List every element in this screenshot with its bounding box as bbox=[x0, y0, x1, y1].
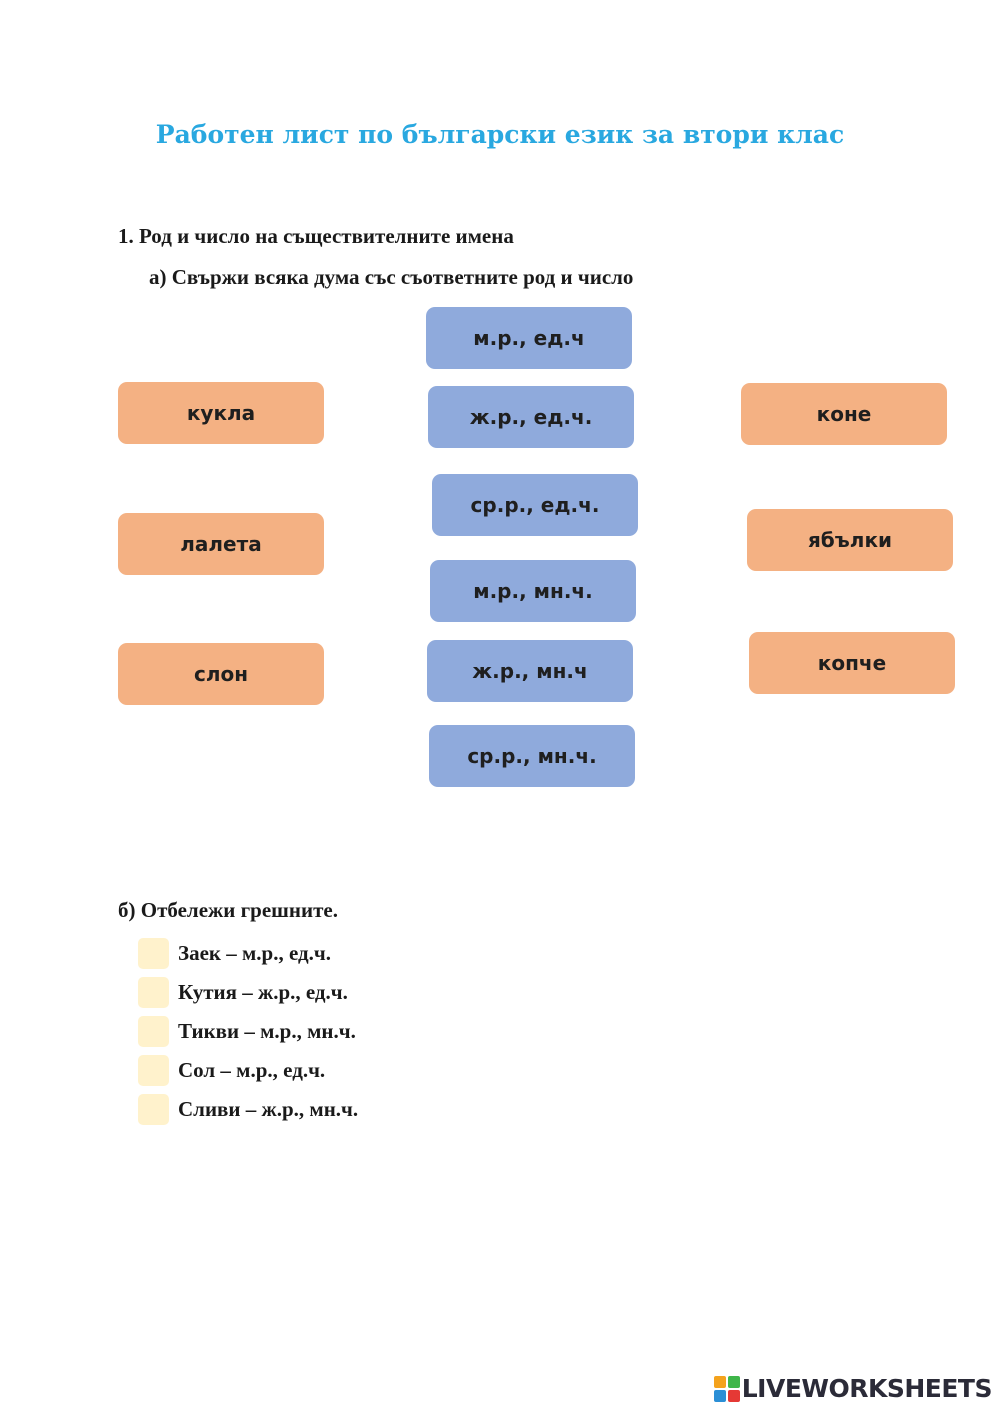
logo-text: LIVEWORKSHEETS bbox=[741, 1374, 992, 1403]
list-item bbox=[138, 1014, 356, 1048]
part-b-instruction: б) Отбележи грешните. bbox=[118, 898, 338, 922]
tag-box-neut-sing[interactable]: ср.р., ед.ч. bbox=[432, 474, 638, 536]
part-a-instruction: а) Свържи всяка дума със съответните род и число bbox=[149, 265, 634, 289]
option-label: Заек – м.р., ед.ч. bbox=[178, 940, 331, 965]
checkbox-item-2[interactable] bbox=[138, 977, 169, 1008]
checkbox-item-1[interactable] bbox=[138, 938, 169, 969]
option-label: Сол – м.р., ед.ч. bbox=[178, 1057, 326, 1082]
option-label: Сливи – ж.р., мн.ч. bbox=[178, 1096, 359, 1121]
option-label: Тикви – м.р., мн.ч. bbox=[178, 1018, 356, 1043]
tag-box-masc-plural[interactable]: м.р., мн.ч. bbox=[430, 560, 636, 622]
tag-box-fem-sing[interactable]: ж.р., ед.ч. bbox=[428, 386, 634, 448]
liveworksheets-logo-icon bbox=[714, 1376, 740, 1402]
word-box-laleta[interactable]: лалета bbox=[118, 513, 324, 575]
word-box-kopche[interactable]: копче bbox=[749, 632, 955, 694]
word-box-yabalki[interactable]: ябълки bbox=[747, 509, 953, 571]
list-item bbox=[138, 1092, 358, 1126]
word-box-slon[interactable]: слон bbox=[118, 643, 324, 705]
page-title: Работен лист по български език за втори клас bbox=[155, 120, 845, 149]
list-item bbox=[138, 975, 348, 1009]
liveworksheets-logo bbox=[714, 1374, 992, 1403]
word-box-kone[interactable]: коне bbox=[741, 383, 947, 445]
tag-box-masc-sing[interactable]: м.р., ед.ч bbox=[426, 307, 632, 369]
tag-box-fem-plural[interactable]: ж.р., мн.ч bbox=[427, 640, 633, 702]
tag-box-neut-plural[interactable]: ср.р., мн.ч. bbox=[429, 725, 635, 787]
checkbox-item-4[interactable] bbox=[138, 1055, 169, 1086]
option-label: Кутия – ж.р., ед.ч. bbox=[178, 979, 348, 1004]
list-item bbox=[138, 936, 331, 970]
list-item bbox=[138, 1053, 325, 1087]
checkbox-item-5[interactable] bbox=[138, 1094, 169, 1125]
word-box-kukla[interactable]: кукла bbox=[118, 382, 324, 444]
section-heading: 1. Род и число на съществителните имена bbox=[118, 224, 514, 248]
checkbox-item-3[interactable] bbox=[138, 1016, 169, 1047]
